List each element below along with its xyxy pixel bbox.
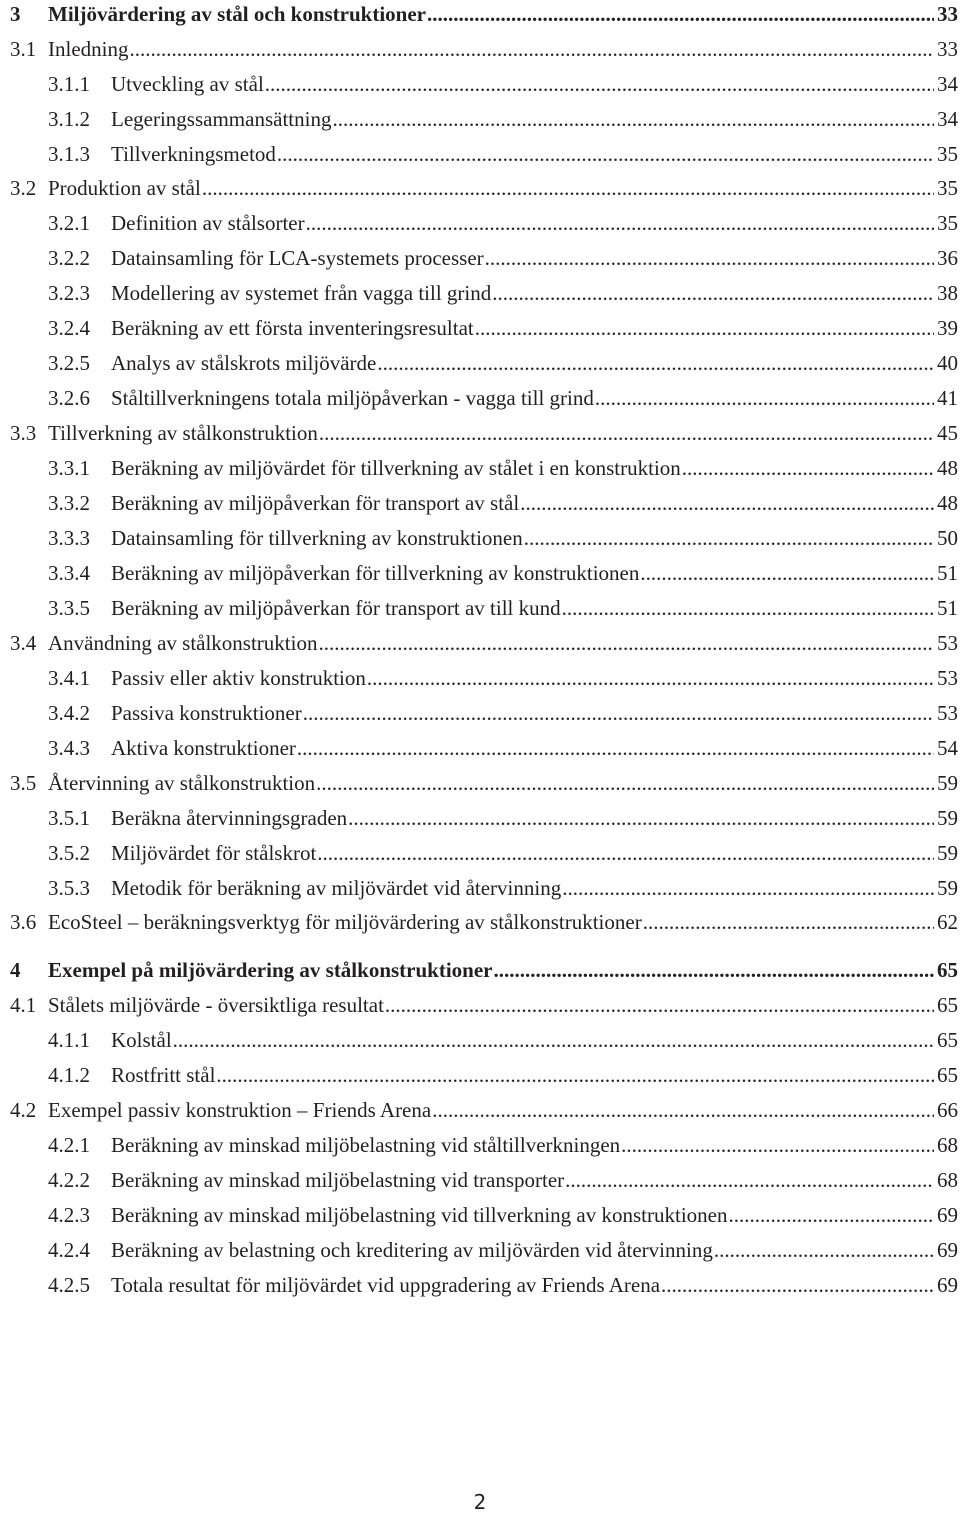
dot-leader <box>520 488 934 518</box>
toc-entry[interactable] <box>0 348 958 378</box>
dot-leader <box>475 313 934 343</box>
toc-entry[interactable] <box>0 663 958 693</box>
dot-leader <box>595 383 934 413</box>
toc-entry-number: 3.1 <box>10 37 37 61</box>
toc-entry-title: Analys av stålskrots miljövärde <box>111 351 377 375</box>
toc-entry-number: 3.5.2 <box>48 841 90 865</box>
toc-entry-page: 65 <box>937 958 958 982</box>
toc-entry[interactable] <box>0 0 958 29</box>
toc-entry-number: 4.2.5 <box>48 1273 90 1297</box>
toc-entry[interactable] <box>0 1130 958 1160</box>
toc-entry-title: Användning av stålkonstruktion <box>48 631 318 655</box>
toc-entry[interactable] <box>0 558 958 588</box>
toc-entry-title: Modellering av systemet från vagga till grind <box>111 281 492 305</box>
toc-entry[interactable] <box>0 104 958 134</box>
dot-leader <box>432 1095 934 1125</box>
toc-entry-number: 3.3.5 <box>48 596 90 620</box>
toc-entry[interactable] <box>0 955 958 985</box>
toc-entry-title: Passiva konstruktioner <box>111 701 302 725</box>
toc-entry-title: Miljövärdering av stål och konstruktioner <box>48 2 426 26</box>
dot-leader <box>682 453 934 483</box>
toc-entry[interactable] <box>0 593 958 623</box>
dot-leader <box>640 558 934 588</box>
toc-entry-page: 59 <box>937 841 958 865</box>
toc-entry[interactable] <box>0 1235 958 1265</box>
toc-entry-title: Rostfritt stål <box>111 1063 216 1087</box>
toc-entry-page: 65 <box>937 1028 958 1052</box>
toc-entry-page: 53 <box>937 631 958 655</box>
toc-entry-number: 3.1.3 <box>48 142 90 166</box>
dot-leader <box>332 104 934 134</box>
toc-entry[interactable] <box>0 838 958 868</box>
dot-leader <box>643 907 934 937</box>
toc-entry-page: 65 <box>937 1063 958 1087</box>
toc-entry-number: 3.4 <box>10 631 37 655</box>
toc-entry[interactable] <box>0 208 958 238</box>
toc-entry-page: 39 <box>937 316 958 340</box>
toc-entry-page: 35 <box>937 176 958 200</box>
toc-entry-number: 3.2.2 <box>48 246 90 270</box>
toc-entry-title: Exempel passiv konstruktion – Friends Arena <box>48 1098 432 1122</box>
toc-entry[interactable] <box>0 628 958 658</box>
toc-entry[interactable] <box>0 768 958 798</box>
dot-leader <box>621 1130 934 1160</box>
toc-entry-number: 3.1.1 <box>48 72 90 96</box>
dot-leader <box>202 173 934 203</box>
toc-entry-number: 3.3.4 <box>48 561 90 585</box>
dot-leader <box>129 34 934 64</box>
toc-entry-page: 51 <box>937 561 958 585</box>
toc-entry-title: Totala resultat för miljövärdet vid uppgradering av Friends Arena <box>111 1273 661 1297</box>
toc-entry-number: 3.4.2 <box>48 701 90 725</box>
toc-entry-title: Produktion av stål <box>48 176 201 200</box>
toc-entry-page: 34 <box>937 72 958 96</box>
toc-entry-number: 3.5.3 <box>48 876 90 900</box>
toc-entry-title: Passiv eller aktiv konstruktion <box>111 666 366 690</box>
toc-entry-number: 3.3 <box>10 421 37 445</box>
page-number: 2 <box>473 1490 487 1514</box>
dot-leader <box>173 1025 934 1055</box>
toc-entry-number: 3.2.5 <box>48 351 90 375</box>
toc-entry-page: 45 <box>937 421 958 445</box>
toc-entry-page: 35 <box>937 142 958 166</box>
toc-entry-title: Legeringssammansättning <box>111 107 332 131</box>
toc-entry-page: 48 <box>937 491 958 515</box>
dot-leader <box>485 243 934 273</box>
toc-entry-page: 62 <box>937 910 958 934</box>
toc-entry-title: Datainsamling för LCA-systemets processer <box>111 246 484 270</box>
toc-entry-title: Inledning <box>48 37 129 61</box>
dot-leader <box>524 523 934 553</box>
toc-entry[interactable] <box>0 803 958 833</box>
toc-entry-title: Beräkning av miljöpåverkan för tillverkning av konstruktionen <box>111 561 640 585</box>
dot-leader <box>562 873 934 903</box>
toc-entry-title: Beräkning av minskad miljöbelastning vid transporter <box>111 1168 565 1192</box>
toc-entry[interactable] <box>0 139 958 169</box>
toc-entry-page: 69 <box>937 1238 958 1262</box>
toc-entry-title: Beräkning av minskad miljöbelastning vid ståltillverkningen <box>111 1133 621 1157</box>
dot-leader <box>303 698 934 728</box>
dot-leader <box>377 348 934 378</box>
toc-entry[interactable] <box>0 69 958 99</box>
toc-entry-title: Ståltillverkningens totala miljöpåverkan - vagga till grind <box>111 386 594 410</box>
dot-leader <box>216 1060 934 1090</box>
toc-entry-page: 68 <box>937 1133 958 1157</box>
toc-entry-title: Beräkning av minskad miljöbelastning vid tillverkning av konstruktionen <box>111 1203 728 1227</box>
dot-leader <box>565 1165 934 1195</box>
dot-leader <box>306 208 934 238</box>
toc-entry-title: Exempel på miljövärdering av stålkonstruktioner <box>48 958 493 982</box>
toc-entry-number: 3.3.2 <box>48 491 90 515</box>
toc-entry-number: 3.2.4 <box>48 316 90 340</box>
toc-entry[interactable] <box>0 523 958 553</box>
toc-entry[interactable] <box>0 278 958 308</box>
toc-entry-page: 36 <box>937 246 958 270</box>
toc-entry-page: 48 <box>937 456 958 480</box>
toc-entry[interactable] <box>0 1025 958 1055</box>
toc-entry[interactable] <box>0 1060 958 1090</box>
toc-entry[interactable] <box>0 1270 958 1300</box>
toc-entry-number: 3.2.1 <box>48 211 90 235</box>
toc-entry-page: 65 <box>937 993 958 1017</box>
toc-entry-page: 34 <box>937 107 958 131</box>
toc-entry-number: 4.2 <box>10 1098 37 1122</box>
toc-entry-number: 3.2.6 <box>48 386 90 410</box>
toc-entry-number: 3.1.2 <box>48 107 90 131</box>
dot-leader <box>265 69 934 99</box>
toc-entry[interactable] <box>0 243 958 273</box>
toc-entry[interactable] <box>0 698 958 728</box>
dot-leader <box>277 139 934 169</box>
toc-entry-title: Kolstål <box>111 1028 172 1052</box>
toc-entry[interactable] <box>0 173 958 203</box>
toc-entry-title: Utveckling av stål <box>111 72 264 96</box>
dot-leader <box>494 955 935 985</box>
toc-entry-number: 3.6 <box>10 910 37 934</box>
toc-entry[interactable] <box>0 990 958 1020</box>
toc-entry-page: 51 <box>937 596 958 620</box>
dot-leader <box>316 768 934 798</box>
toc-entry[interactable] <box>0 488 958 518</box>
toc-entry-title: Definition av stålsorter <box>111 211 305 235</box>
toc-entry[interactable] <box>0 1165 958 1195</box>
toc-entry-page: 40 <box>937 351 958 375</box>
toc-entry-number: 3.5 <box>10 771 37 795</box>
dot-leader <box>427 0 934 29</box>
dot-leader <box>714 1235 934 1265</box>
dot-leader <box>297 733 934 763</box>
toc-entry-page: 66 <box>937 1098 958 1122</box>
toc-entry-page: 59 <box>937 806 958 830</box>
toc-entry-title: Beräkning av belastning och kreditering av miljövärden vid återvinning <box>111 1238 713 1262</box>
toc-entry-title: Miljövärdet för stålskrot <box>111 841 317 865</box>
toc-entry-page: 69 <box>937 1203 958 1227</box>
toc-entry[interactable] <box>0 1095 958 1125</box>
dot-leader <box>367 663 934 693</box>
toc-entry-page: 59 <box>937 771 958 795</box>
toc-entry-title: Beräkning av ett första inventeringsresultat <box>111 316 474 340</box>
toc-entry-page: 38 <box>937 281 958 305</box>
toc-entry-page: 68 <box>937 1168 958 1192</box>
toc-entry-number: 3.2.3 <box>48 281 90 305</box>
toc-entry-number: 4.2.2 <box>48 1168 90 1192</box>
toc-entry[interactable] <box>0 873 958 903</box>
toc-entry-number: 3.3.1 <box>48 456 90 480</box>
toc-entry-title: Tillverkning av stålkonstruktion <box>48 421 318 445</box>
dot-leader <box>317 838 934 868</box>
toc-entry-title: Beräkning av miljöpåverkan för transport av till kund <box>111 596 561 620</box>
toc-entry-title: Beräkna återvinningsgraden <box>111 806 348 830</box>
toc-entry-number: 3.3.3 <box>48 526 90 550</box>
toc-entry-title: Återvinning av stålkonstruktion <box>48 771 316 795</box>
dot-leader <box>319 418 934 448</box>
toc-entry-title: Datainsamling för tillverkning av konstruktionen <box>111 526 523 550</box>
toc-entry[interactable] <box>0 733 958 763</box>
toc-entry-page: 69 <box>937 1273 958 1297</box>
toc-entry-title: EcoSteel – beräkningsverktyg för miljövärdering av stålkonstruktioner <box>48 910 642 934</box>
toc-entry[interactable] <box>0 418 958 448</box>
toc-entry-page: 33 <box>937 37 958 61</box>
dot-leader <box>492 278 934 308</box>
toc-entry-page: 41 <box>937 386 958 410</box>
toc-entry-title: Metodik för beräkning av miljövärdet vid återvinning <box>111 876 562 900</box>
dot-leader <box>729 1200 935 1230</box>
toc-entry-page: 50 <box>937 526 958 550</box>
toc-entry[interactable] <box>0 313 958 343</box>
dot-leader <box>661 1270 934 1300</box>
toc-entry-page: 35 <box>937 211 958 235</box>
toc-entry-number: 4.2.4 <box>48 1238 90 1262</box>
toc-entry-number: 3.4.3 <box>48 736 90 760</box>
dot-leader <box>385 990 934 1020</box>
toc-entry[interactable] <box>0 34 958 64</box>
toc-entry-number: 3.4.1 <box>48 666 90 690</box>
toc-entry[interactable] <box>0 907 958 937</box>
toc-entry[interactable] <box>0 383 958 413</box>
toc-entry-number: 4.1.2 <box>48 1063 90 1087</box>
toc-entry-page: 53 <box>937 666 958 690</box>
dot-leader <box>562 593 934 623</box>
toc-entry-title: Stålets miljövärde - översiktliga resultat <box>48 993 384 1017</box>
toc-entry-number: 3.5.1 <box>48 806 90 830</box>
toc-entry-page: 54 <box>937 736 958 760</box>
toc-entry[interactable] <box>0 1200 958 1230</box>
toc-entry-number: 4 <box>10 958 21 982</box>
toc-entry-number: 4.2.1 <box>48 1133 90 1157</box>
dot-leader <box>318 628 934 658</box>
toc-entry-title: Tillverkningsmetod <box>111 142 276 166</box>
dot-leader <box>348 803 934 833</box>
toc-entry-page: 59 <box>937 876 958 900</box>
toc-entry-number: 4.1 <box>10 993 37 1017</box>
toc-entry-number: 4.2.3 <box>48 1203 90 1227</box>
toc-entry-page: 33 <box>937 2 958 26</box>
toc-entry[interactable] <box>0 453 958 483</box>
toc-entry-number: 3.2 <box>10 176 37 200</box>
toc-entry-number: 4.1.1 <box>48 1028 90 1052</box>
toc-entry-number: 3 <box>10 2 21 26</box>
toc-entry-title: Aktiva konstruktioner <box>111 736 296 760</box>
toc-entry-title: Beräkning av miljövärdet för tillverkning av stålet i en konstruktion <box>111 456 681 480</box>
toc-entry-title: Beräkning av miljöpåverkan för transport av stål <box>111 491 520 515</box>
toc-entry-page: 53 <box>937 701 958 725</box>
